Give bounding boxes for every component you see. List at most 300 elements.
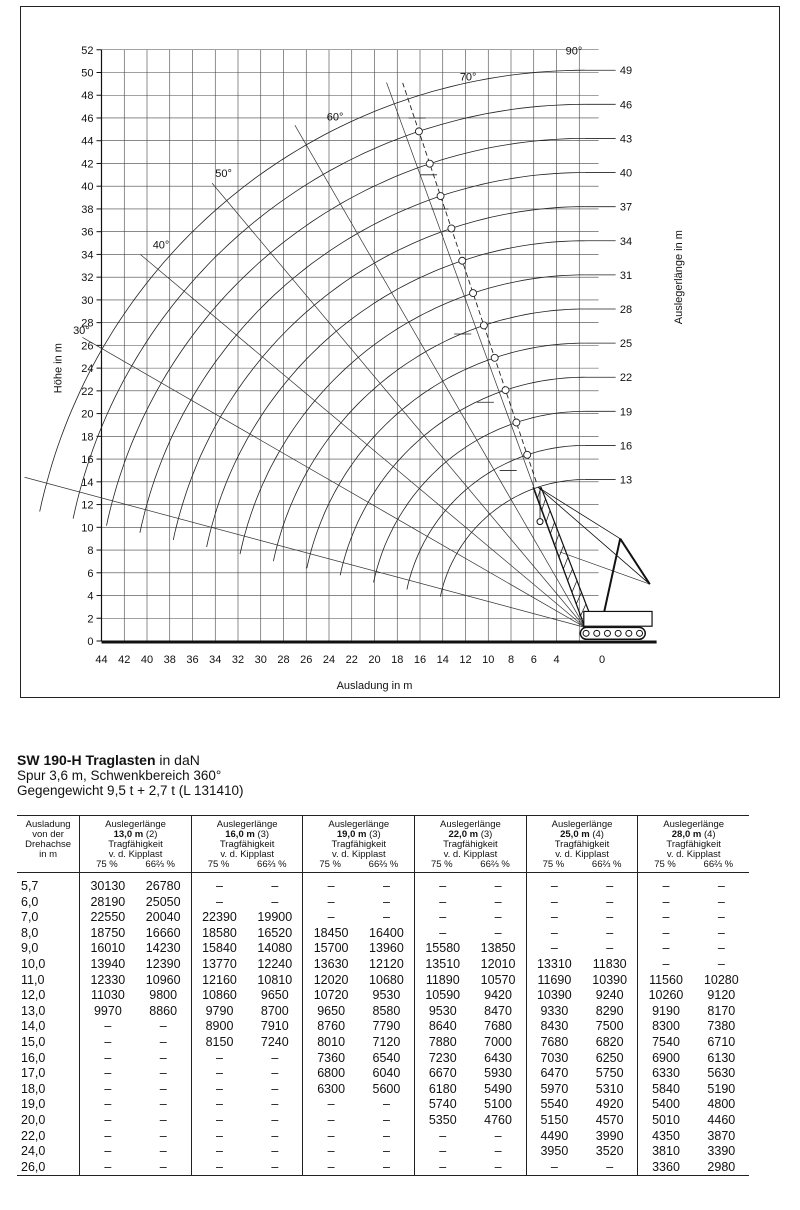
boom-lacing: [563, 557, 568, 569]
load-cell: 5400: [638, 1097, 694, 1113]
load-cell: –: [159, 1112, 167, 1127]
load-cell: –: [606, 894, 614, 909]
load-cell: –: [470, 1160, 526, 1176]
load-cell: –: [191, 1066, 247, 1082]
angle-label: 40°: [152, 239, 170, 252]
x-tick-label: 18: [391, 654, 404, 666]
angle-label: 50°: [215, 168, 232, 181]
track-roller: [637, 630, 643, 636]
boom-length-header-2: [191, 816, 303, 873]
load-cell: –: [247, 1160, 303, 1176]
radius-cell: 5,7: [17, 873, 80, 895]
table-row: [17, 895, 749, 911]
load-cell: –: [104, 1081, 112, 1096]
load-cell: –: [415, 926, 471, 942]
load-cell: 15700: [303, 941, 359, 957]
load-cell: 7680: [484, 1019, 512, 1034]
track-roller: [604, 630, 610, 636]
spec-line-2: Gegengewicht 9,5 t + 2,7 t (L 131410): [17, 783, 244, 798]
load-cell: 6180: [415, 1082, 471, 1098]
crane-superstructure: [584, 611, 652, 626]
load-cell: 11830: [592, 956, 627, 971]
load-cell: –: [359, 1160, 415, 1176]
load-cell: 10280: [703, 972, 739, 987]
load-cell: 28190: [90, 894, 126, 909]
x-tick-label: 22: [345, 654, 358, 666]
load-cell: 8300: [638, 1019, 694, 1035]
spec-block: [17, 752, 757, 798]
boom-length-label: 40: [619, 167, 633, 180]
radius-cell: 13,0: [17, 1004, 80, 1020]
load-cell: –: [717, 910, 725, 925]
table-row: [17, 957, 749, 973]
load-cell: –: [191, 1129, 247, 1145]
boom-length-header-1: [80, 816, 192, 873]
load-cell: –: [159, 1066, 167, 1081]
boom-length-arc: [207, 241, 585, 547]
load-cell: –: [159, 1050, 167, 1065]
table-row: [17, 926, 749, 942]
load-cell: 6470: [526, 1066, 582, 1082]
load-cell: 9970: [93, 1003, 122, 1018]
load-cell: 3950: [526, 1144, 582, 1160]
load-cell: 13960: [369, 941, 404, 956]
boom-length-header-5: [526, 816, 638, 873]
load-cell: 16400: [369, 925, 404, 940]
load-cell: 7000: [484, 1034, 512, 1049]
radius-cell: 16,0: [17, 1051, 80, 1067]
crawler-track: [580, 627, 645, 639]
table-row: [17, 941, 749, 957]
load-cell: 5350: [415, 1113, 471, 1129]
y-tick-label: 50: [81, 67, 94, 80]
load-cell: –: [104, 1019, 112, 1034]
boom-lacing: [555, 534, 559, 546]
load-cell: 4760: [484, 1112, 512, 1127]
boom-pin: [502, 387, 509, 394]
y-tick-label: 20: [81, 408, 94, 421]
boom-pin: [448, 225, 455, 232]
group-caption: Auslegerlänge: [440, 819, 501, 830]
table-row: [17, 1066, 749, 1082]
load-cell: –: [159, 1097, 167, 1112]
group-caption: v. d. Kipplast: [331, 849, 386, 860]
load-cell: 10390: [526, 988, 582, 1004]
load-cell: –: [80, 1160, 136, 1176]
table-row: [17, 1004, 749, 1020]
load-cell: 15580: [415, 941, 471, 957]
percent-labels: 75 % 66⅔ %: [96, 859, 175, 870]
angle-label: 70°: [459, 71, 477, 84]
group-caption: v. d. Kipplast: [555, 849, 609, 860]
percent-labels: 75 % 66⅔ %: [430, 859, 510, 870]
load-cell: –: [638, 941, 694, 957]
x-tick-label: 40: [140, 654, 154, 666]
load-cell: –: [494, 925, 502, 940]
group-caption: Tragfähigkeit: [331, 839, 387, 850]
boom-length-label: 37: [619, 201, 633, 214]
load-cell: 3360: [638, 1160, 694, 1176]
load-cell: 9530: [372, 988, 401, 1003]
load-cell: 8430: [526, 1019, 582, 1035]
load-cell: –: [526, 895, 582, 911]
load-cell: –: [638, 910, 694, 926]
load-cell: 8290: [595, 1003, 624, 1018]
load-cell: 10260: [638, 988, 694, 1004]
boom-lacing: [576, 592, 581, 604]
load-cell: –: [494, 894, 502, 909]
percent-labels: 75 % 66⅔ %: [542, 859, 622, 870]
load-cell: –: [526, 873, 582, 895]
load-cell: 7030: [526, 1051, 582, 1067]
table-row: [17, 1160, 749, 1176]
boom-length-arc: [173, 207, 585, 540]
load-cell: 14230: [145, 941, 181, 956]
table-body: [17, 873, 749, 1176]
boom-length: 25,0 m (4): [560, 829, 604, 840]
boom-length-label: 16: [619, 440, 633, 453]
load-cell: 12390: [145, 956, 181, 971]
boom-length-arc: [440, 480, 585, 597]
y-tick-label: 44: [81, 135, 94, 148]
load-cell: 10860: [191, 988, 247, 1004]
load-cell: 19900: [257, 910, 293, 925]
load-cell: 13940: [90, 956, 126, 971]
load-cell: 7360: [303, 1051, 359, 1067]
load-cell: 4460: [707, 1112, 736, 1127]
percent-labels: 75 % 66⅔ %: [207, 859, 287, 870]
load-cell: –: [271, 1050, 279, 1065]
group-caption: Tragfähigkeit: [666, 839, 721, 850]
load-cell: –: [638, 895, 694, 911]
boom-length-label: 34: [619, 235, 633, 248]
group-caption: Tragfähigkeit: [443, 839, 498, 850]
y-tick-label: 22: [81, 385, 94, 398]
load-cell: –: [303, 1113, 359, 1129]
radius-cell: 22,0: [17, 1129, 80, 1145]
y-tick-label: 46: [81, 112, 94, 125]
load-cell: –: [271, 1097, 279, 1112]
angle-label: 60°: [326, 111, 344, 124]
load-cell: –: [159, 1128, 167, 1143]
y-axis-label: Höhe in m: [52, 343, 65, 394]
load-cell: –: [191, 1097, 247, 1113]
load-cell: 13510: [415, 957, 471, 973]
table-row: [17, 1082, 749, 1098]
y-tick-label: 26: [81, 340, 94, 353]
x-tick-label: 28: [277, 654, 290, 666]
load-cell: –: [159, 1019, 167, 1034]
boom-length-arc: [240, 275, 585, 554]
load-cell: 13770: [191, 957, 247, 973]
load-cell: 8900: [191, 1019, 247, 1035]
x-tick-label: 24: [322, 654, 336, 666]
load-cell: 16660: [145, 925, 181, 940]
load-cell: 8470: [484, 1003, 512, 1018]
load-cell: –: [271, 1112, 279, 1127]
y-tick-label: 18: [81, 431, 94, 444]
load-cell: 7880: [415, 1035, 471, 1051]
load-cell: 26780: [145, 879, 181, 893]
load-cell: –: [717, 894, 725, 909]
load-cell: 5740: [415, 1097, 471, 1113]
load-cell: –: [159, 1081, 167, 1096]
load-cell: 4800: [707, 1097, 736, 1112]
load-cell: 5190: [707, 1081, 736, 1096]
load-cell: 3520: [595, 1144, 624, 1159]
x-tick-label: 10: [482, 654, 495, 666]
load-cell: 4490: [526, 1129, 582, 1145]
spec-line-1: Spur 3,6 m, Schwenkbereich 360°: [17, 768, 222, 783]
load-cell: –: [136, 1160, 192, 1176]
load-cell: 13630: [303, 957, 359, 973]
table-row: [17, 1144, 749, 1160]
load-cell: –: [104, 1066, 112, 1081]
load-cell: –: [382, 879, 390, 893]
load-cell: –: [526, 910, 582, 926]
boom-length: 19,0 m (3): [336, 829, 381, 840]
load-cell: 10810: [257, 972, 293, 987]
load-cell: –: [271, 1081, 279, 1096]
load-cell: –: [271, 1066, 279, 1081]
boom-length-label: 25: [619, 338, 633, 351]
boom-length-arc: [40, 67, 585, 511]
load-cell: 14080: [257, 941, 293, 956]
load-cell: –: [494, 910, 502, 925]
load-cell: –: [415, 910, 471, 926]
load-cell: 5970: [526, 1082, 582, 1098]
load-cell: 8010: [303, 1035, 359, 1051]
load-cell: –: [191, 895, 247, 911]
load-cell: 7500: [595, 1019, 624, 1034]
load-cell: 10960: [145, 972, 181, 987]
boom-pin: [437, 193, 444, 200]
load-cell: 7230: [415, 1051, 471, 1067]
load-cell: 8760: [303, 1019, 359, 1035]
load-cell: –: [104, 1050, 112, 1065]
boom-length-header-3: [303, 816, 415, 873]
load-cell: –: [104, 1144, 112, 1159]
load-cell: 10680: [369, 972, 404, 987]
radius-cell: 7,0: [17, 910, 80, 926]
load-cell: –: [191, 1144, 247, 1160]
load-cell: 12240: [257, 956, 293, 971]
load-cell: –: [382, 1128, 390, 1143]
load-cell: –: [494, 1128, 502, 1143]
boom-pin: [513, 419, 520, 426]
angle-label: 90°: [565, 45, 583, 58]
load-cell: 12160: [191, 973, 247, 989]
boom-length-label: 49: [619, 65, 633, 78]
load-cell: 13850: [480, 941, 516, 956]
y-tick-label: 24: [81, 363, 94, 376]
load-cell: –: [303, 1160, 359, 1176]
x-tick-label: 0: [598, 654, 606, 666]
radius-cell: 9,0: [17, 941, 80, 957]
y2-axis-label: Auslegerlänge in m: [672, 230, 685, 325]
load-cell: 3810: [638, 1144, 694, 1160]
load-cell: 6130: [707, 1050, 736, 1065]
pendant: [538, 487, 650, 584]
boom-pin: [426, 160, 433, 167]
radius-cell: 6,0: [17, 895, 80, 911]
x-tick-label: 8: [507, 654, 515, 666]
load-cell: –: [191, 1051, 247, 1067]
boom-lacing: [559, 546, 564, 558]
y-tick-label: 28: [81, 317, 94, 330]
load-cell: 6430: [484, 1050, 512, 1065]
load-cell: 4920: [595, 1097, 624, 1112]
load-cell: 5840: [638, 1082, 694, 1098]
boom-length-header-6: [638, 816, 749, 873]
load-cell: 11030: [90, 988, 125, 1003]
load-cell: 9800: [149, 988, 178, 1003]
load-cell: 6300: [303, 1082, 359, 1098]
load-cell: 20040: [145, 910, 181, 925]
load-cell: 8170: [707, 1003, 736, 1018]
boom-pin: [459, 257, 466, 264]
load-cell: 2980: [694, 1160, 749, 1176]
x-tick-label: 44: [95, 654, 108, 666]
load-cell: –: [382, 910, 390, 925]
load-cell: –: [494, 879, 502, 893]
radius-cell: 24,0: [17, 1144, 80, 1160]
load-cell: 22390: [191, 910, 247, 926]
load-cell: 10390: [592, 972, 628, 987]
y-tick-label: 0: [87, 636, 94, 648]
load-cell: –: [638, 957, 694, 973]
boom-length-header-4: [415, 816, 527, 873]
load-cell: 7380: [707, 1019, 736, 1034]
load-cell: –: [159, 1034, 167, 1049]
x-tick-label: 12: [459, 654, 472, 666]
radius-cell: 26,0: [17, 1160, 80, 1176]
group-caption: v. d. Kipplast: [666, 849, 721, 860]
angle-ray: [83, 337, 585, 627]
load-cell: 5010: [638, 1113, 694, 1129]
table-row: [17, 1097, 749, 1113]
table-row: [17, 988, 749, 1004]
track-roller: [626, 630, 632, 636]
x-tick-label: 16: [413, 654, 427, 666]
boom-lacing: [568, 569, 573, 581]
x-tick-label: 20: [368, 654, 381, 666]
radius-cell: 19,0: [17, 1097, 80, 1113]
load-cell: 9330: [526, 1004, 582, 1020]
y-tick-label: 36: [81, 226, 94, 239]
boom-length: 28,0 m (4): [671, 829, 716, 840]
load-table: [17, 815, 749, 1176]
y-tick-label: 52: [81, 44, 94, 57]
load-cell: –: [104, 1112, 112, 1127]
load-cell: 8150: [191, 1035, 247, 1051]
load-cell: –: [526, 1160, 582, 1176]
y-tick-label: 2: [87, 613, 94, 626]
boom-pin: [480, 322, 487, 329]
angle-ray: [295, 125, 585, 627]
load-cell: –: [271, 1144, 279, 1159]
angle-ray: [25, 477, 585, 627]
y-tick-label: 6: [87, 567, 94, 580]
table-row: [17, 1129, 749, 1145]
load-cell: –: [303, 1097, 359, 1113]
load-cell: –: [303, 1144, 359, 1160]
load-cell: –: [494, 1144, 502, 1159]
boom-lacing: [572, 581, 577, 593]
a-frame: [620, 539, 650, 584]
load-cell: 30130: [90, 879, 126, 893]
boom-length-label: 19: [619, 406, 633, 419]
load-cell: –: [415, 873, 471, 895]
radius-cell: 12,0: [17, 988, 80, 1004]
boom-length-label: 28: [619, 303, 633, 316]
load-cell: 11560: [638, 973, 694, 989]
load-cell: 18750: [90, 925, 126, 940]
load-cell: 8700: [260, 1003, 289, 1018]
y-tick-label: 30: [81, 294, 94, 307]
load-cell: –: [717, 925, 725, 940]
y-tick-label: 40: [81, 181, 94, 194]
load-cell: 4570: [595, 1112, 624, 1127]
load-cell: 6820: [595, 1034, 624, 1049]
load-cell: 3390: [707, 1144, 736, 1159]
load-cell: –: [526, 941, 582, 957]
load-cell: 6250: [595, 1050, 624, 1065]
y-tick-label: 8: [87, 545, 94, 558]
table-row: [17, 1035, 749, 1051]
y-tick-label: 12: [81, 499, 94, 512]
load-cell: –: [271, 1128, 279, 1143]
y-tick-label: 14: [81, 476, 94, 489]
boom-length-arc: [307, 343, 585, 568]
group-caption: Auslegerlänge: [105, 819, 166, 830]
radius-cell: 14,0: [17, 1019, 80, 1035]
boom-lacing: [546, 511, 550, 523]
boom-length: 13,0 m (2): [113, 829, 158, 840]
y-tick-label: 10: [81, 522, 94, 535]
load-cell: –: [606, 925, 614, 940]
y-tick-label: 48: [81, 90, 94, 103]
load-cell: –: [582, 1160, 638, 1176]
load-cell: –: [415, 1129, 471, 1145]
load-cell: –: [717, 879, 725, 893]
load-cell: 5630: [707, 1066, 736, 1081]
radius-cell: 15,0: [17, 1035, 80, 1051]
load-cell: 7120: [372, 1034, 401, 1049]
load-cell: 6670: [415, 1066, 471, 1082]
load-cell: 5930: [484, 1066, 512, 1081]
load-cell: 10590: [415, 988, 471, 1004]
load-cell: –: [382, 1144, 390, 1159]
load-cell: –: [415, 1144, 471, 1160]
y-tick-label: 4: [87, 590, 94, 603]
track-roller: [583, 630, 589, 636]
mast: [604, 539, 620, 612]
load-cell: 5600: [372, 1081, 401, 1096]
x-tick-label: 36: [186, 654, 199, 666]
radius-cell: 18,0: [17, 1082, 80, 1098]
y-tick-label: 42: [81, 158, 94, 171]
load-cell: 12020: [303, 973, 359, 989]
table-row: [17, 1019, 749, 1035]
luffing-rope: [560, 552, 650, 584]
boom-pin: [491, 354, 498, 361]
load-cell: –: [159, 1144, 167, 1159]
load-cell: 5750: [595, 1066, 624, 1081]
load-cell: 6540: [372, 1050, 401, 1065]
load-cell: 7910: [260, 1019, 289, 1034]
percent-labels: 75 % 66⅔ %: [319, 859, 399, 870]
